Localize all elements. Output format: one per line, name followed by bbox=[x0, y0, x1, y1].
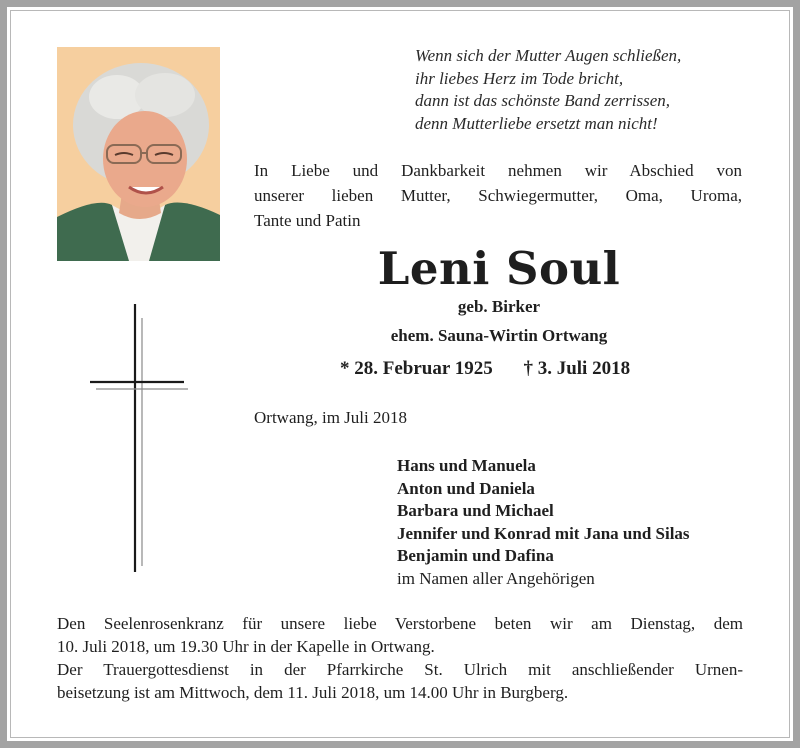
latin-cross-icon bbox=[88, 304, 188, 574]
poem bbox=[415, 45, 760, 135]
death-date: † 3. Juli 2018 bbox=[523, 358, 631, 379]
intro-line: Tante und Patin bbox=[254, 211, 361, 230]
poem-line: denn Mutterliebe ersetzt man nicht! bbox=[415, 113, 658, 133]
deceased-name: Leni Soul bbox=[377, 242, 621, 295]
service-announcement bbox=[57, 612, 743, 704]
family-note: im Namen aller Angehörigen bbox=[397, 568, 595, 588]
poem-line: ihr liebes Herz im Tode bricht, bbox=[415, 68, 624, 88]
poem-line: dann ist das schönste Band zerrissen, bbox=[415, 91, 670, 110]
intro-text bbox=[254, 158, 742, 233]
place-and-date: Ortwang, im Juli 2018 bbox=[254, 408, 407, 427]
family-member: Benjamin und Dafina bbox=[397, 546, 554, 565]
family-member: Jennifer und Konrad mit Jana und Silas bbox=[397, 523, 690, 543]
announcement-line: beisetzung ist am Mittwoch, dem 11. Juli 2018, um 14.00 Uhr in Burgberg. bbox=[57, 683, 569, 702]
family-member: Anton und Daniela bbox=[397, 478, 535, 498]
family-member: Barbara und Michael bbox=[397, 501, 554, 520]
announcement-line: Der Trauergottesdienst in der Pfarrkirche St. Ulrich mit anschließender Urnen- bbox=[57, 660, 743, 679]
intro-line: In Liebe und Dankbarkeit nehmen wir Abschied von bbox=[254, 161, 742, 180]
family-member: Hans und Manuela bbox=[397, 456, 536, 475]
occupation: ehem. Sauna-Wirtin Ortwang bbox=[390, 326, 608, 345]
portrait-photo bbox=[57, 47, 220, 261]
intro-line: unserer lieben Mutter, Schwiegermutter, Oma, Uroma, bbox=[254, 186, 742, 205]
life-dates bbox=[340, 358, 630, 380]
born-name: geb. Birker bbox=[457, 297, 541, 316]
announcement-line: 10. Juli 2018, um 19.30 Uhr in der Kapelle in Ortwang. bbox=[57, 637, 435, 656]
birth-date: * 28. Februar 1925 bbox=[340, 358, 493, 379]
announcement-line: Den Seelenrosenkranz für unsere liebe Verstorbene beten wir am Dienstag, dem bbox=[57, 614, 743, 633]
family-list bbox=[397, 455, 690, 590]
poem-line: Wenn sich der Mutter Augen schließen, bbox=[415, 46, 682, 65]
